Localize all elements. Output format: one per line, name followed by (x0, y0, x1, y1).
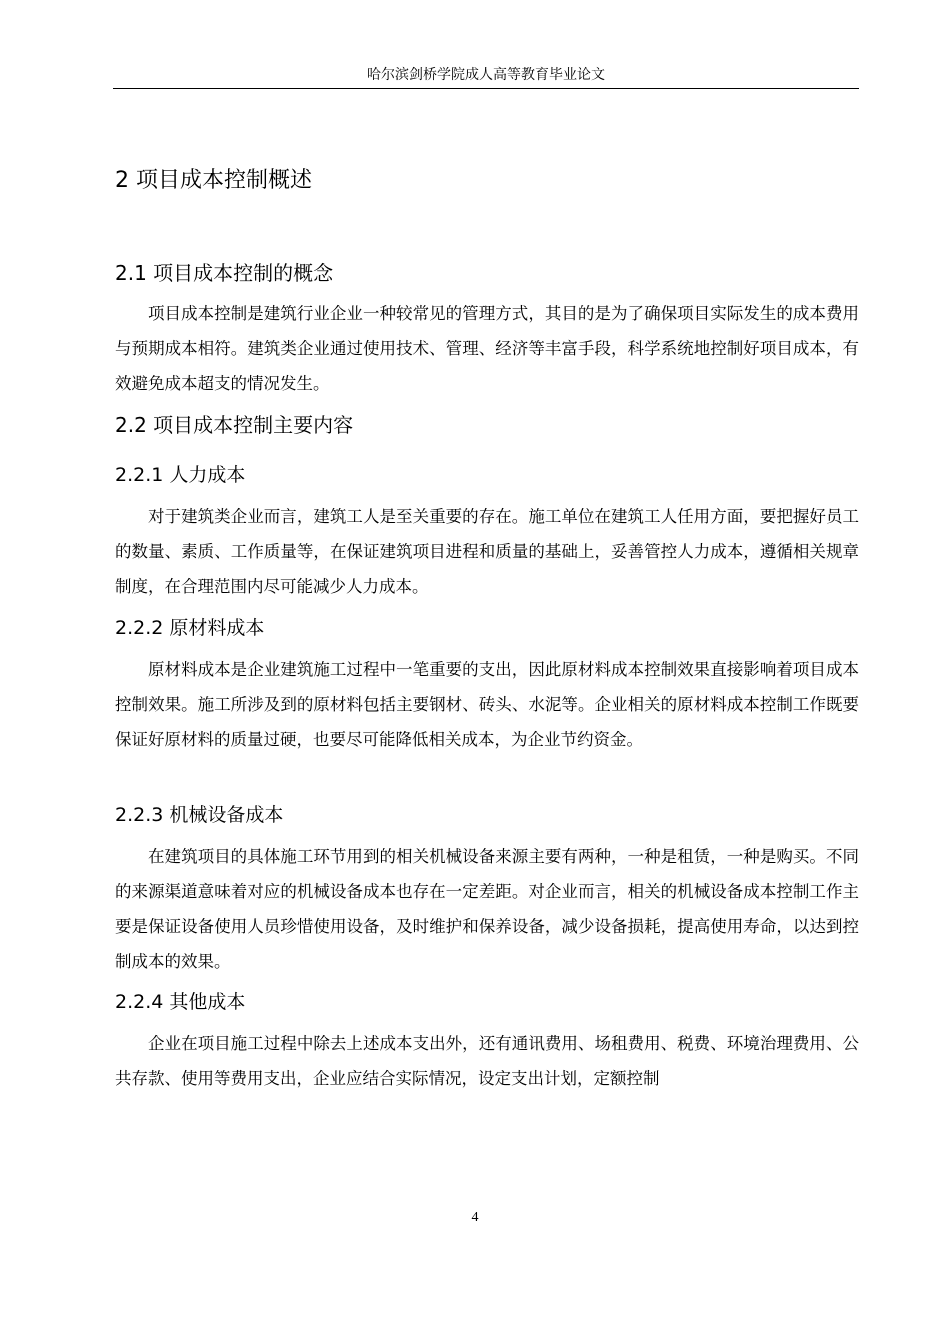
section-2-2-4-paragraph: 企业在项目施工过程中除去上述成本支出外，还有通讯费用、场租费用、税费、环境治理费用、公共存款、使用等费用支出，企业应结合实际情况，设定支出计划，定额控制 (115, 1034, 859, 1088)
chapter-title: 2 项目成本控制概述 (115, 168, 312, 193)
section-2-2-2-paragraph: 原材料成本是企业建筑施工过程中一笔重要的支出，因此原材料成本控制效果直接影响着项目成本控制效果。施工所涉及到的原材料包括主要钢材、砖头、水泥等。企业相关的原材料成本控制工作既要保证好原材料的质量过硬，也要尽可能降低相关成本，为企业节约资金。 (115, 660, 859, 749)
section-2-2-heading: 2.2 项目成本控制主要内容 (115, 413, 354, 437)
section-2-1-paragraph: 项目成本控制是建筑行业企业一种较常见的管理方式，其目的是为了确保项目实际发生的成本费用与预期成本相符。建筑类企业通过使用技术、管理、经济等丰富手段，科学系统地控制好项目成本，有效避免成本超支的情况发生。 (115, 304, 859, 393)
section-2-2-3-heading: 2.2.3 机械设备成本 (115, 804, 284, 826)
section-2-2-1-paragraph: 对于建筑类企业而言，建筑工人是至关重要的存在。施工单位在建筑工人任用方面，要把握好员工的数量、素质、工作质量等，在保证建筑项目进程和质量的基础上，妥善管控人力成本，遵循相关规章制度，在合理范围内尽可能减少人力成本。 (115, 507, 859, 596)
page-header: 哈尔滨剑桥学院成人高等教育毕业论文 (367, 67, 605, 83)
section-2-2-4-heading: 2.2.4 其他成本 (115, 991, 246, 1013)
section-2-1-heading: 2.1 项目成本控制的概念 (115, 261, 334, 285)
section-2-2-3-paragraph: 在建筑项目的具体施工环节用到的相关机械设备来源主要有两种，一种是租赁，一种是购买。不同的来源渠道意味着对应的机械设备成本也存在一定差距。对企业而言，相关的机械设备成本控制工作主要是保证设备使用人员珍惜使用设备，及时维护和保养设备，减少设备损耗，提高使用寿命，以达到控制成本的效果。 (115, 847, 859, 971)
page-number: 4 (471, 1210, 479, 1225)
header-divider (113, 88, 859, 89)
section-2-2-1-heading: 2.2.1 人力成本 (115, 464, 246, 486)
section-2-2-2-heading: 2.2.2 原材料成本 (115, 617, 265, 639)
